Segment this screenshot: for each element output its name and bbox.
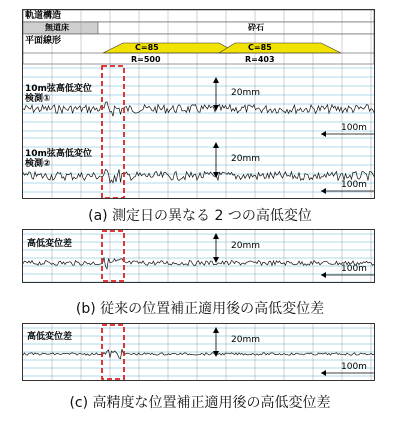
caption-b: (b) 従来の位置補正適用後の高低変位差	[75, 301, 325, 317]
panel-b	[22, 229, 375, 283]
curve2-radius: R=403	[245, 55, 275, 64]
trace-line-2	[23, 169, 374, 182]
panel-a	[22, 9, 375, 199]
curve2-shape	[219, 43, 341, 53]
panel-a-chart	[23, 10, 374, 198]
plane-alignment-label: 平面線形	[25, 36, 62, 46]
trace-line-b	[23, 258, 374, 269]
scale-100m-label-c: 100m	[341, 362, 367, 372]
caption-c: (c) 高精度な位置補正適用後の高低変位差	[69, 395, 331, 411]
track-structure-row	[23, 10, 374, 22]
scale-20mm-label-2: 20mm	[231, 154, 260, 164]
panel-b-chart	[23, 230, 374, 282]
panel-c	[22, 323, 375, 381]
trace2-label-line2: 検測②	[25, 159, 51, 169]
label-b: 高低変位差	[27, 239, 73, 249]
track-structure-label: 軌道構造	[25, 11, 62, 21]
scale-100m-label-2: 100m	[341, 180, 367, 190]
caption-a: (a) 測定日の異なる 2 つの高低変位	[88, 208, 312, 224]
scale-100m-label-b: 100m	[341, 264, 367, 274]
panel-c-chart	[23, 324, 374, 380]
trace1-label-line1: 10m弦高低変位	[25, 84, 92, 94]
ballastless-label: 無道床	[45, 23, 69, 32]
curve1-cant: C=85	[135, 43, 159, 52]
curve1-radius: R=500	[131, 55, 161, 64]
scale-100m-label-1: 100m	[341, 123, 367, 133]
scale-20mm-label-c: 20mm	[231, 335, 260, 345]
trace1-label-line2: 検測①	[25, 94, 51, 104]
curve2-cant: C=85	[248, 43, 272, 52]
label-c: 高低変位差	[27, 332, 73, 342]
trace-line-c	[23, 349, 374, 359]
curve1-shape	[103, 43, 237, 53]
highlight-box-b	[102, 231, 124, 281]
trace2-label-line1: 10m弦高低変位	[25, 149, 92, 159]
scale-20mm-label-1: 20mm	[231, 88, 260, 98]
ballast-label: 砕石	[248, 23, 264, 32]
scale-20mm-label-b: 20mm	[231, 241, 260, 251]
